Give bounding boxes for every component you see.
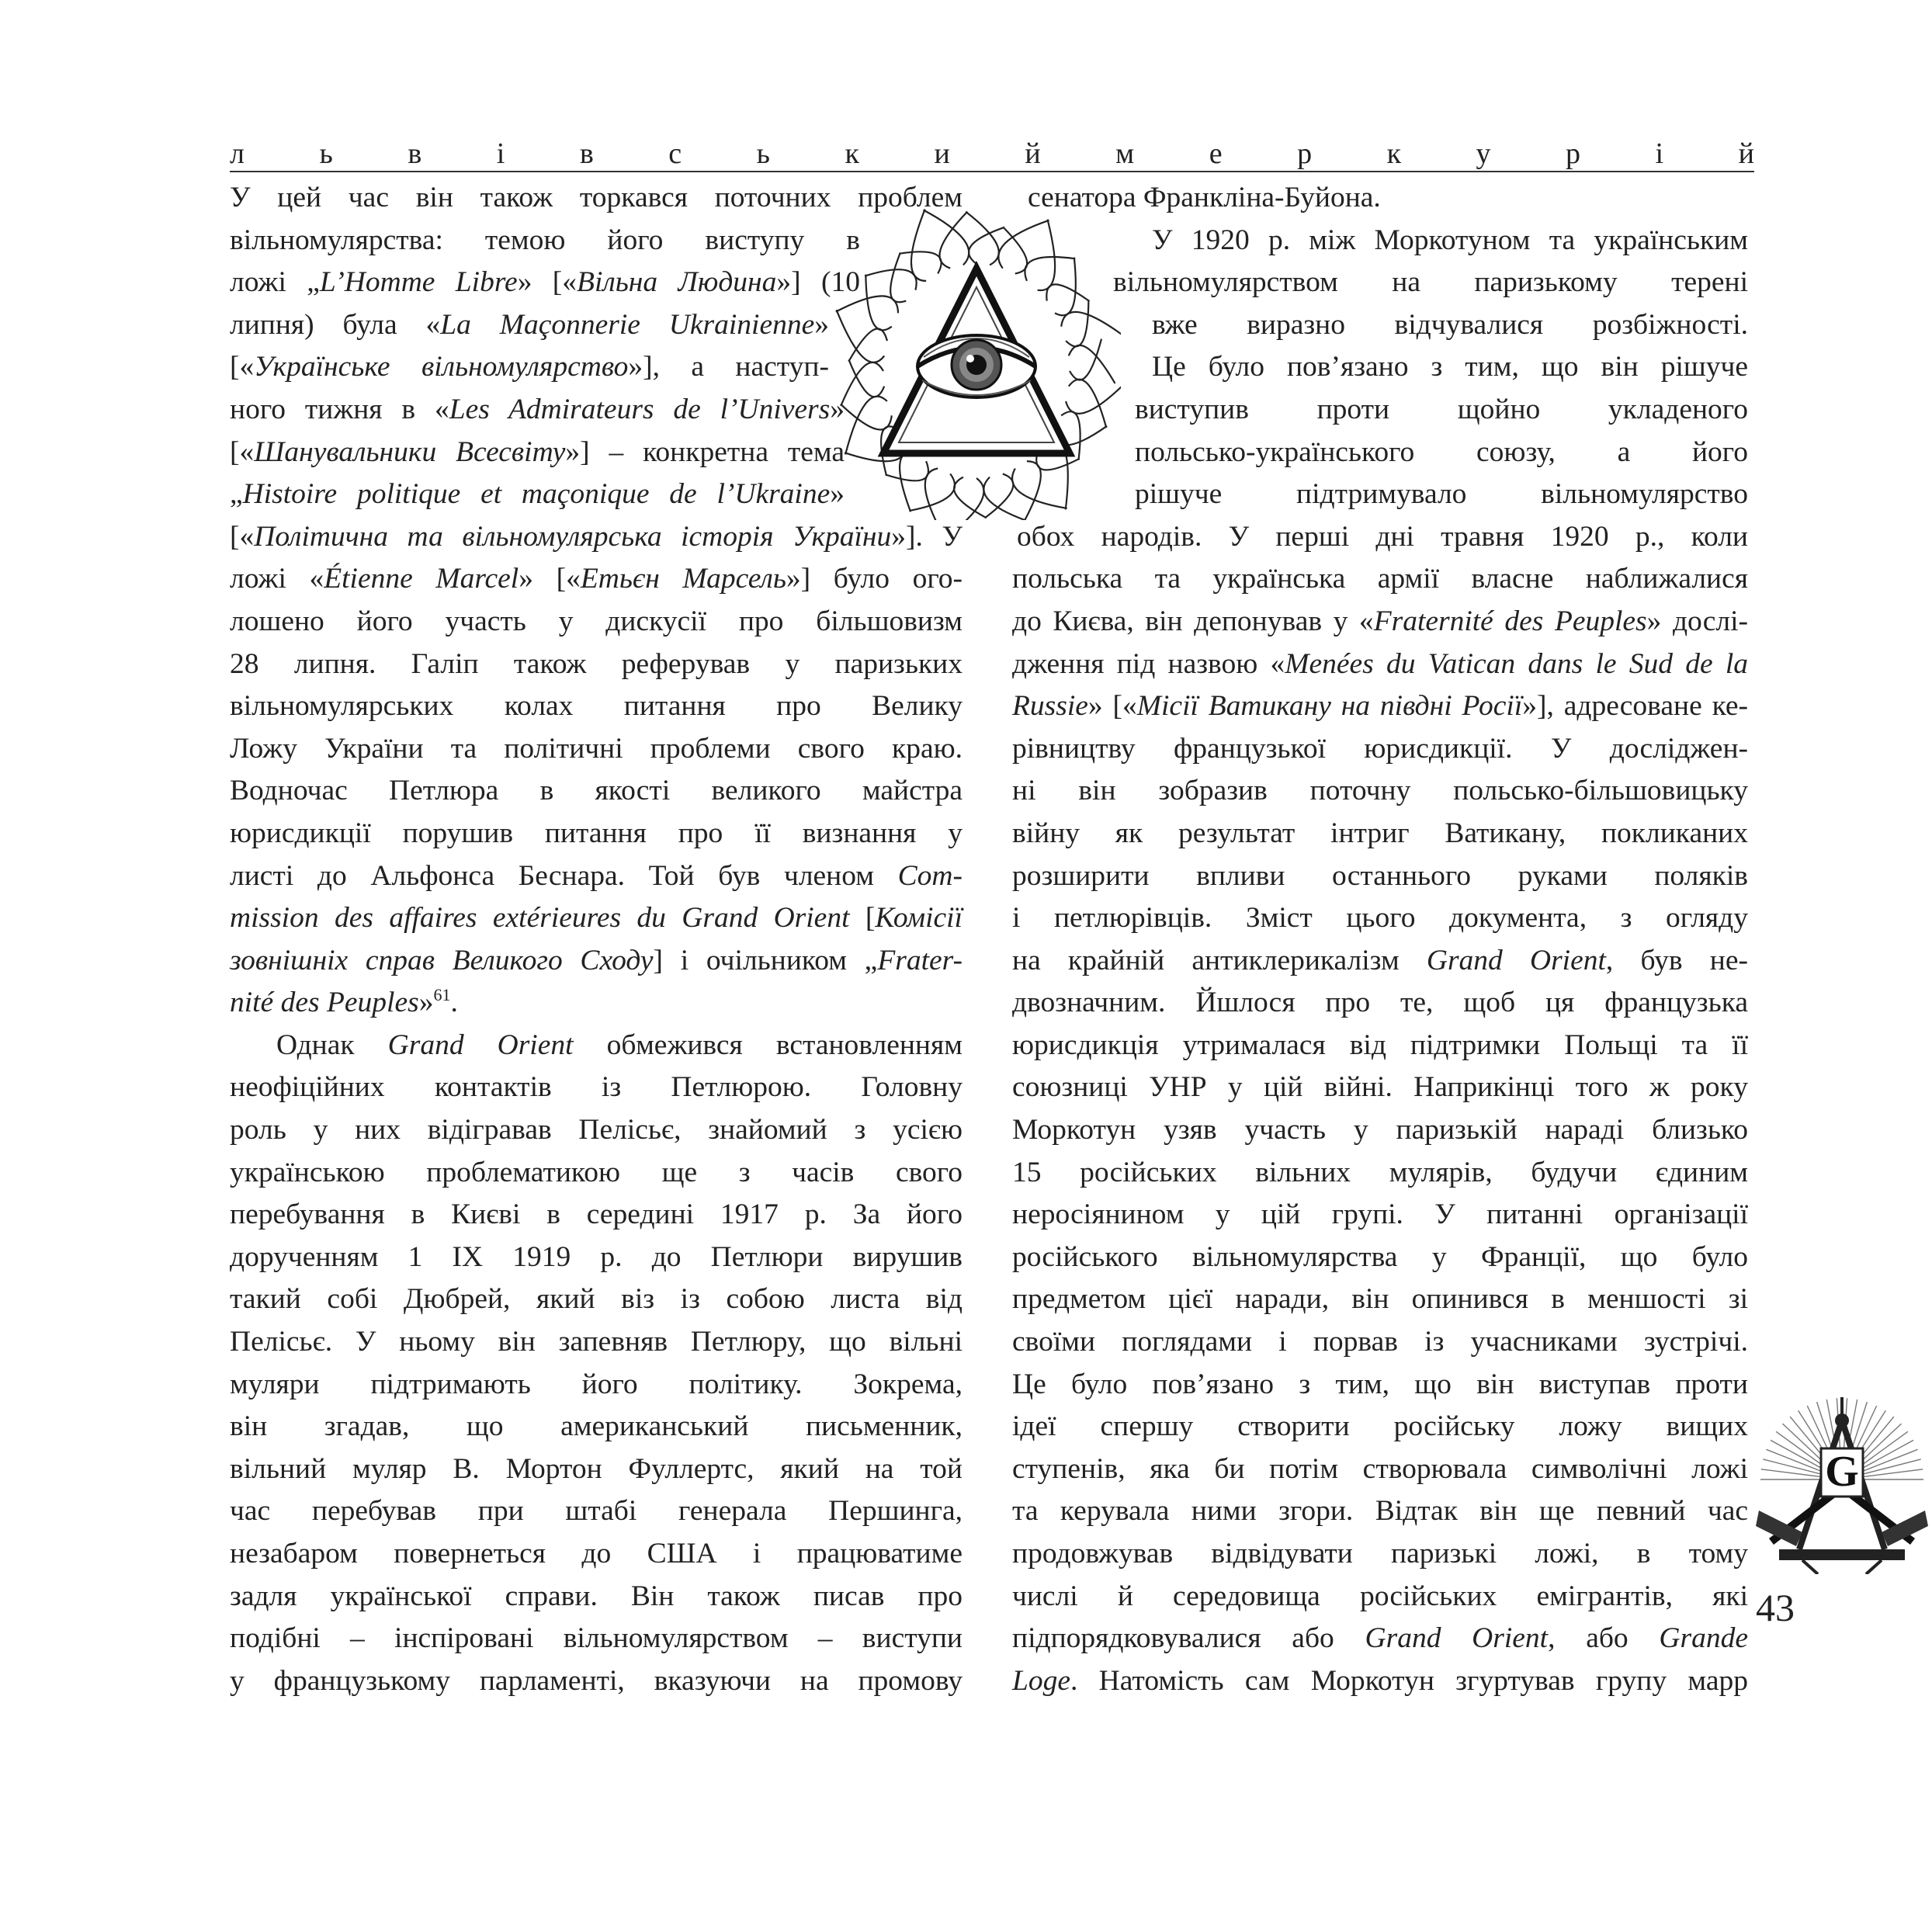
flame-stroke — [1003, 227, 1027, 273]
text-line — [230, 1237, 963, 1279]
text-run: » — [418, 987, 434, 1019]
text-run: ні він зобразив поточну польсько-більшовицьку — [1012, 775, 1748, 807]
italic-text: Шанувальники Всесвіту — [254, 435, 566, 468]
flame-stroke — [836, 296, 898, 313]
italic-text: Місії Ватикану на півдні Росії — [1136, 690, 1523, 723]
text-line — [230, 1067, 963, 1109]
text-line — [1012, 220, 1748, 262]
text-line — [1012, 346, 1748, 389]
text-run: Це було пов’язано з тим, що він рішуче — [1152, 351, 1748, 383]
text-run: 28 липня. Галіп також реферував у паризьких — [230, 647, 963, 680]
text-run: до Києва, він депонував у « — [1012, 605, 1374, 637]
text-line — [1012, 685, 1748, 728]
italic-text: Grand Orient — [387, 1028, 574, 1061]
text-line — [1012, 813, 1748, 855]
text-line — [230, 1618, 963, 1660]
italic-text: Політична та вільномулярська історія України — [254, 520, 892, 553]
text-run: „ — [230, 478, 243, 511]
text-run: дження під назвою « — [1012, 647, 1285, 680]
text-run: »] (10 — [776, 266, 860, 299]
text-line — [230, 1660, 963, 1703]
text-run: виступив проти щойно укладеного — [1135, 393, 1748, 425]
italic-text: nité des Peuples — [230, 987, 419, 1019]
running-head-letter: і — [496, 137, 505, 170]
running-head-letter: у — [1476, 137, 1491, 170]
text-line — [230, 473, 845, 516]
text-run: [« — [230, 520, 255, 553]
text-line — [1012, 177, 1748, 220]
text-run: » [« — [1087, 690, 1137, 723]
running-head-letter: и — [934, 137, 950, 170]
text-run: рівництву французької юрисдикції. У досліджен- — [1012, 732, 1748, 765]
text-line — [230, 516, 963, 559]
text-run: підпорядковувалися або — [1012, 1622, 1365, 1655]
text-run: ідеї спершу створити російську ложу вищих — [1012, 1410, 1748, 1443]
text-run: юрисдикції порушив питання про її визнання у — [230, 817, 963, 849]
text-run: двозначним. Йшлося про те, щоб ця французька — [1012, 987, 1748, 1019]
text-line — [1012, 1152, 1748, 1195]
text-run: на крайній антиклерикалізм — [1012, 944, 1427, 976]
text-line — [1012, 516, 1748, 559]
text-run: роль у них відігравав Пелісьє, знайомий з усією — [230, 1114, 963, 1146]
text-line — [230, 940, 963, 983]
text-run: муляри підтримають його політику. Зокрема, — [230, 1368, 963, 1400]
text-run: » [« — [519, 563, 581, 595]
text-run: »], а наступ- — [628, 351, 829, 383]
text-line — [230, 1448, 963, 1491]
flame-stroke — [998, 220, 1049, 269]
text-line — [230, 1406, 963, 1448]
italic-text: Українське вільномулярство — [254, 351, 629, 383]
text-line — [230, 643, 963, 686]
flame-stroke — [841, 362, 883, 406]
flame-stroke — [837, 310, 885, 362]
running-head-letter: р — [1566, 137, 1581, 170]
text-line — [1012, 1406, 1748, 1448]
text-run: ложі « — [230, 563, 324, 595]
text-run: війну як результат інтриг Ватикану, покликаних — [1012, 817, 1748, 849]
text-run: Однак — [276, 1028, 388, 1061]
text-run: неофіційних контактів із Петлюрою. Головну — [230, 1071, 963, 1104]
text-run: 15 російських вільних мулярів, будучи єдиним — [1012, 1156, 1748, 1188]
text-run: обмежився встановленням — [573, 1028, 963, 1061]
italic-text: Grande — [1659, 1622, 1748, 1655]
italic-text: зовнішніх справ Великого Сходу — [230, 944, 654, 976]
text-run: ного тижня в « — [230, 393, 449, 425]
running-head-letter: й — [1025, 137, 1041, 170]
text-run: українською проблематикою ще з часів свого — [230, 1156, 963, 1188]
text-line — [1012, 1109, 1748, 1152]
text-line — [230, 1278, 963, 1321]
text-line — [1012, 262, 1748, 304]
running-head-letter: с — [668, 137, 682, 170]
text-run: ложі „ — [230, 266, 320, 299]
running-head-letter: р — [1297, 137, 1313, 170]
text-run: Це було пов’язано з тим, що він виступав проти — [1012, 1368, 1748, 1400]
text-line — [230, 1152, 963, 1195]
text-run: у французькому парламенті, вказуючи на промову — [230, 1664, 963, 1697]
text-run: ступенів, яка би потім створювала символічні ложі — [1012, 1452, 1748, 1485]
text-run: »]. У — [891, 520, 963, 553]
flame-stroke — [865, 275, 892, 331]
text-run: вільний муляр В. Мортон Фуллертс, який на той — [230, 1452, 963, 1485]
text-line — [1012, 982, 1748, 1025]
text-line — [230, 1109, 963, 1152]
text-run: [ — [849, 902, 876, 935]
emblem-letter: G — [1825, 1448, 1859, 1496]
flame-stroke — [1025, 461, 1041, 520]
text-line — [1012, 389, 1748, 432]
text-run: У 1920 р. між Моркотуном та українським — [1152, 224, 1748, 256]
text-line — [1012, 304, 1748, 347]
italic-text: Grand Orient — [1365, 1622, 1549, 1655]
running-head-letter: к — [845, 137, 859, 170]
flame-stroke — [911, 210, 926, 281]
all-seeing-eye-icon — [832, 177, 1121, 520]
text-line — [1012, 1237, 1748, 1279]
text-line — [1012, 1194, 1748, 1237]
text-line — [230, 1194, 963, 1237]
running-head-letter: ь — [756, 137, 770, 170]
running-head-letter: л — [230, 137, 245, 170]
text-run: . Натомість сам Моркотун згуртував групу марр — [1070, 1664, 1748, 1697]
text-line — [230, 982, 963, 1025]
text-line — [230, 1025, 963, 1067]
text-line — [230, 432, 845, 474]
text-run: У цей час він також торкався поточних проблем — [230, 182, 963, 213]
text-line — [1012, 770, 1748, 813]
text-line — [230, 728, 963, 771]
text-run: лошено його участь у дискусії про більшовизм — [230, 605, 963, 637]
text-line — [1012, 1533, 1748, 1576]
text-run: » — [830, 393, 845, 425]
italic-text: Étienne Marcel — [324, 563, 519, 595]
flame-stroke — [1038, 220, 1056, 290]
text-line — [1012, 1278, 1748, 1321]
text-run: вільномулярських колах питання про Велику — [230, 690, 963, 723]
flame-stroke — [909, 473, 955, 511]
running-head-letter: ь — [319, 137, 333, 170]
text-line — [1012, 1025, 1748, 1067]
text-run: подібні – інспіровані вільномулярством – виступи — [230, 1622, 963, 1655]
text-run: »], адресоване ке- — [1522, 690, 1749, 723]
text-run: вільномулярства: темою його виступу в — [230, 224, 860, 256]
masonic-emblem-icon — [1756, 1394, 1928, 1574]
flame-stroke — [1066, 300, 1088, 346]
text-line — [1012, 1321, 1748, 1364]
running-head-letter: і — [1655, 137, 1664, 170]
text-run: липня) була « — [230, 308, 441, 341]
text-run: листі до Альфонса Беснара. Той був членом — [230, 859, 898, 892]
text-line — [230, 220, 860, 262]
text-line — [1012, 1618, 1748, 1660]
flame-stroke — [1070, 339, 1101, 380]
text-run: перебування в Києві в середині 1917 р. За його — [230, 1198, 963, 1231]
text-line — [230, 262, 860, 304]
text-line — [1012, 432, 1748, 474]
running-head-letter: м — [1115, 137, 1135, 170]
italic-text: Les Admirateurs de l’Univers — [449, 393, 831, 425]
text-line — [1012, 643, 1748, 686]
italic-text: La Maçonnerie Ukrainienne — [440, 308, 815, 341]
text-line — [230, 1321, 963, 1364]
text-run: . — [450, 987, 458, 1019]
text-line — [1012, 1067, 1748, 1109]
text-run: рішуче підтримувало вільномулярство — [1135, 478, 1748, 511]
text-line — [1012, 1364, 1748, 1407]
running-head-letter: к — [1386, 137, 1402, 170]
text-line — [230, 855, 963, 898]
text-run: незабаром повернеться до США і працюватиме — [230, 1538, 963, 1570]
text-run: польсько-українського союзу, а його — [1135, 435, 1748, 468]
flame-stroke — [925, 469, 945, 521]
page-number: 43 — [1756, 1586, 1795, 1629]
flame-stroke — [1025, 257, 1075, 281]
italic-text: Етьєн Марсель — [580, 563, 786, 595]
text-run: задля української справи. Він також писав про — [230, 1580, 963, 1612]
flame-stroke — [1061, 312, 1121, 335]
text-run: сенатора Франкліна-Буйона. — [1028, 182, 1381, 213]
flame-stroke — [890, 252, 906, 302]
flame-stroke — [1046, 284, 1089, 301]
text-line — [1012, 473, 1748, 516]
text-line — [230, 1533, 963, 1576]
text-run: він згадав, що американський письменник, — [230, 1410, 963, 1443]
text-run: вільномулярством на паризькому терені — [1113, 266, 1748, 299]
text-run: Ложу України та політичні проблеми свого краю. — [230, 732, 963, 765]
text-run: ] і очільником „ — [653, 944, 878, 976]
text-run: , або — [1548, 1622, 1660, 1655]
text-run: » — [814, 308, 829, 341]
text-run: Водночас Петлюра в якості великого майстра — [230, 775, 963, 807]
italic-text: Fraternité des Peuples — [1373, 605, 1647, 637]
text-line — [230, 601, 963, 643]
flame-stroke — [1066, 383, 1121, 414]
text-run: польська та українська армії власне наближалися — [1012, 563, 1748, 595]
italic-text: Loge — [1012, 1664, 1070, 1697]
text-run: обох народів. У перші дні травня 1920 р., коли — [1017, 520, 1748, 553]
flame-stroke — [985, 473, 1014, 518]
text-line — [1012, 1448, 1748, 1491]
text-line — [230, 304, 829, 347]
flame-stroke — [886, 461, 928, 480]
header-rule — [230, 171, 1754, 172]
text-run: та керувала ними згори. Відтак він ще певний час — [1012, 1495, 1748, 1528]
text-run: юрисдикція утрималася від підтримки Польщі та її — [1012, 1028, 1748, 1061]
text-run: , був не- — [1605, 944, 1748, 976]
text-run: неросіянином у цій групі. У питанні організації — [1012, 1198, 1748, 1231]
text-run: Моркотун узяв участь у паризькій нараді близько — [1012, 1114, 1748, 1146]
flame-stroke — [841, 404, 892, 430]
text-run: вже виразно відчувалися розбіжності. — [1152, 308, 1748, 341]
running-head-letter: в — [579, 137, 594, 170]
running-head-letter: й — [1738, 137, 1754, 170]
text-run: і петлюрівців. Зміст цього документа, з огляду — [1012, 902, 1748, 935]
text-run: »] було ого- — [786, 563, 963, 595]
text-line — [230, 813, 963, 855]
italic-text: Вільна Людина — [577, 266, 777, 299]
text-run: » дослі- — [1646, 605, 1748, 637]
italic-text: Russie — [1012, 690, 1088, 723]
italic-text: Histoire politique et maçonique de l’Ukraine — [242, 478, 831, 511]
running-head-letter: в — [408, 137, 422, 170]
text-run: своїми поглядами і порвав із учасниками зустрічі. — [1012, 1326, 1748, 1358]
text-line — [230, 346, 829, 389]
text-run: » [« — [517, 266, 578, 299]
text-line — [1012, 1490, 1748, 1533]
text-line — [1012, 558, 1748, 601]
text-line — [230, 1490, 963, 1533]
footnote-ref: 61 — [433, 985, 451, 1005]
italic-text: Frater- — [877, 944, 963, 976]
text-line — [230, 770, 963, 813]
text-line — [1012, 855, 1748, 898]
text-run: дорученням 1 IX 1919 р. до Петлюри вирушив — [230, 1240, 963, 1273]
text-line — [1012, 1660, 1748, 1703]
text-run: »] – конкретна тема — [565, 435, 845, 468]
right-text-column — [1012, 177, 1748, 1702]
text-line — [230, 389, 845, 432]
text-line — [1012, 601, 1748, 643]
text-line — [230, 558, 963, 601]
text-run: союзниці УНР у цій війні. Наприкінці того ж року — [1012, 1071, 1748, 1104]
running-head-letter: е — [1209, 137, 1223, 170]
text-line — [230, 1364, 963, 1407]
text-run: предметом цієї наради, він опинився в меншості зі — [1012, 1283, 1748, 1316]
text-run: час перебував при штабі генерала Першинга, — [230, 1495, 963, 1528]
text-run: Пелісьє. У ньому він запевняв Петлюру, що вільні — [230, 1326, 963, 1358]
text-line — [230, 685, 963, 728]
running-head — [230, 124, 1754, 171]
text-run: російського вільномулярства у Франції, що було — [1012, 1240, 1748, 1273]
text-run: числі й середовища російських емігрантів, які — [1012, 1580, 1748, 1612]
italic-text: Com- — [897, 859, 963, 892]
flame-stroke — [1012, 469, 1067, 508]
italic-text: Grand Orient — [1426, 944, 1606, 976]
text-line — [1012, 728, 1748, 771]
text-run: продовжував відвідувати паризькі ложі, в тому — [1012, 1538, 1748, 1570]
text-run: » — [830, 478, 845, 511]
italic-text: Комісії — [875, 902, 963, 935]
text-line — [1012, 940, 1748, 983]
text-run: [« — [230, 435, 255, 468]
text-line — [230, 1576, 963, 1618]
text-line — [230, 897, 963, 940]
text-run: [« — [230, 351, 255, 383]
text-run: такий собі Дюбрей, який віз із собою листа від — [230, 1283, 963, 1316]
text-line — [1012, 1576, 1748, 1618]
italic-text: Menées du Vatican dans le Sud de la — [1285, 647, 1748, 680]
flame-stroke — [900, 452, 915, 512]
text-line — [1012, 897, 1748, 940]
text-run: розширити впливи останнього руками поляків — [1012, 859, 1748, 892]
italic-text: L’Homme Libre — [319, 266, 518, 299]
italic-text: mission des affaires extérieures du Grand Orient — [230, 902, 850, 935]
